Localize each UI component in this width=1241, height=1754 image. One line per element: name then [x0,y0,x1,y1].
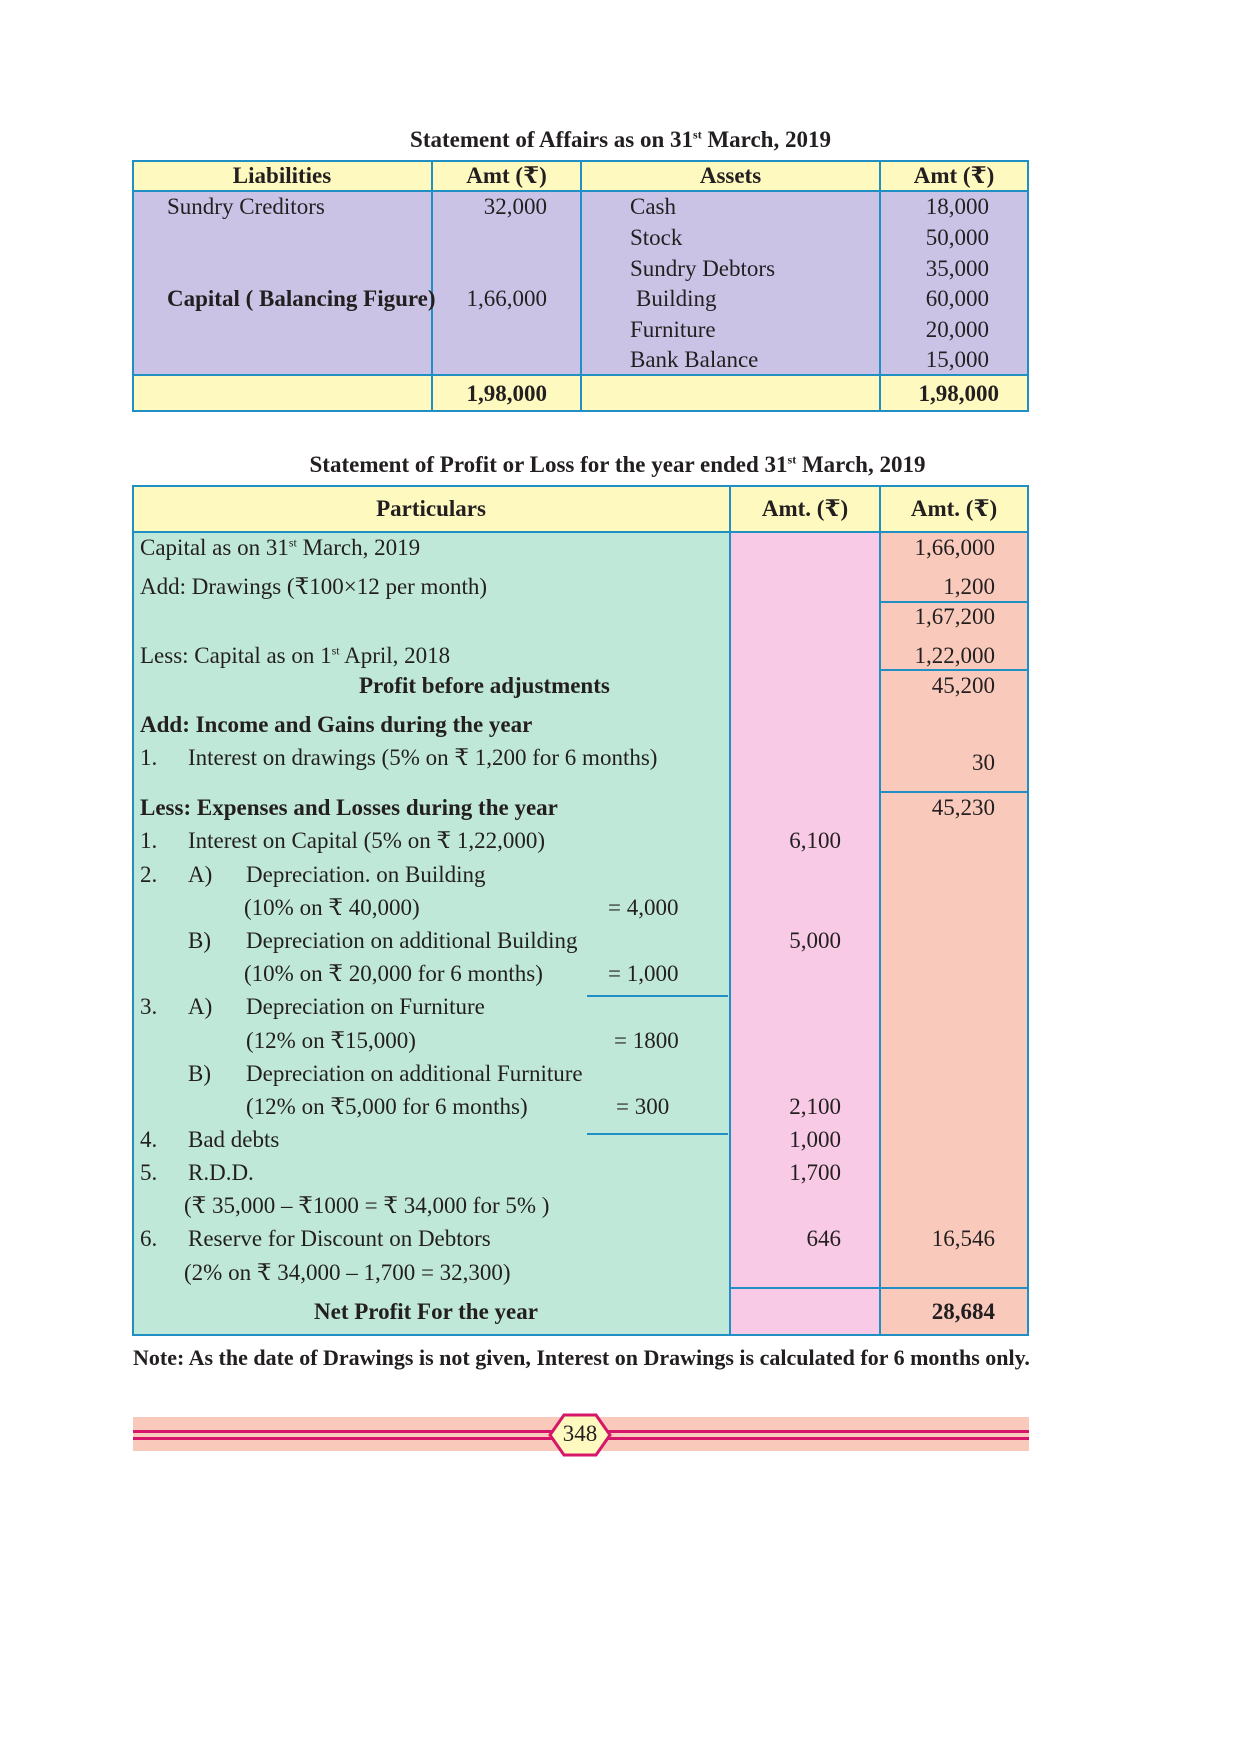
less-capital-label: Less: Capital as on 1st April, 2018 [140,643,451,668]
profit-before-label: Profit before adjustments [359,673,610,698]
header-amt-liabilities: Amt (₹) [466,163,547,188]
dep-building-a-value: = 4,000 [608,895,679,920]
page-number: 348 [562,1421,598,1446]
asset-label: Furniture [630,317,716,342]
dep-building-a-letter: A) [188,862,213,887]
dep-building-a-sub: (10% on ₹ 40,000) [244,895,420,920]
dep-furniture-a-letter: A) [188,994,213,1019]
dep-building-b-label: Depreciation on additional Building [246,928,578,953]
dep-furniture-a-sub: (12% on ₹15,000) [246,1028,416,1053]
add-income-heading: Add: Income and Gains during the year [140,712,533,737]
header-amt2: Amt. (₹) [910,496,998,521]
dep-furniture-amount: 2,100 [789,1094,841,1119]
total-assets: 1,98,000 [918,381,999,406]
rdd-amount: 1,700 [789,1160,841,1185]
dep-furniture-b-value: = 300 [616,1094,670,1119]
interest-capital-amount: 6,100 [789,828,841,853]
interest-capital-label: Interest on Capital (5% on ₹ 1,22,000) [188,828,546,853]
dep-building-b-letter: B) [188,928,211,953]
asset-amount: 15,000 [925,347,989,372]
net-profit-amount: 28,684 [931,1299,995,1324]
asset-amount: 20,000 [925,317,989,342]
liability-label: Capital ( Balancing Figure) [167,286,436,311]
net-profit-label: Net Profit For the year [314,1299,538,1324]
dep-building-b-value: = 1,000 [608,961,679,986]
liability-label: Sundry Creditors [167,194,325,219]
item-number: 4. [140,1127,158,1152]
dep-furniture-b-letter: B) [188,1061,211,1086]
asset-label: Cash [630,194,676,219]
dep-building-b-sub: (10% on ₹ 20,000 for 6 months) [244,961,543,986]
note: Note: As the date of Drawings is not given, Interest on Drawings is calculated for 6 months only. [133,1345,1030,1370]
item-number: 1. [140,828,158,853]
rdisc-sub: (2% on ₹ 34,000 – 1,700 = 32,300) [184,1260,511,1285]
item-number: 6. [140,1226,158,1251]
dep-furniture-a-value: = 1800 [614,1028,679,1053]
rdd-sub: (₹ 35,000 – ₹1000 = ₹ 34,000 for 5% ) [184,1193,550,1218]
asset-label: Sundry Debtors [630,256,776,281]
add-drawings-label: Add: Drawings (₹100×12 per month) [140,574,487,599]
asset-amount: 35,000 [925,256,989,281]
liability-amount: 1,66,000 [466,286,547,311]
header-amt-assets: Amt (₹) [913,163,995,188]
dep-furniture-a-label: Depreciation on Furniture [246,994,485,1019]
item-number: 3. [140,994,158,1019]
capital-closing-amount: 1,66,000 [914,535,995,560]
interest-drawings-label: Interest on drawings (5% on ₹ 1,200 for 6 months) [188,745,658,770]
expenses-total: 16,546 [931,1226,995,1251]
capital-closing-label: Capital as on 31st March, 2019 [140,535,421,560]
asset-label: Bank Balance [630,347,759,372]
header-amt1: Amt. (₹) [761,496,849,521]
pl-title: Statement of Profit or Loss for the year ended 31st March, 2019 [309,452,926,477]
header-assets: Assets [699,163,762,188]
dep-furniture-b-label: Depreciation on additional Furniture [246,1061,583,1086]
affairs-title: Statement of Affairs as on 31st March, 2019 [410,127,831,152]
item-number: 2. [140,862,158,887]
dep-building-a-label: Depreciation. on Building [246,862,486,887]
total-liabilities: 1,98,000 [466,381,547,406]
rdd-label: R.D.D. [188,1160,254,1185]
asset-amount: 50,000 [925,225,989,250]
rdisc-label: Reserve for Discount on Debtors [188,1226,491,1251]
less-capital-amount: 1,22,000 [914,643,995,668]
bad-debts-label: Bad debts [188,1127,280,1152]
asset-amount: 60,000 [925,286,989,311]
item-number: 5. [140,1160,158,1185]
dep-building-amount: 5,000 [789,928,841,953]
less-expenses-heading: Less: Expenses and Losses during the year [140,795,558,820]
profit-before-amount: 45,200 [931,673,995,698]
bad-debts-amount: 1,000 [789,1127,841,1152]
add-drawings-amount: 1,200 [943,574,995,599]
interest-drawings-amount: 30 [972,750,995,775]
header-liabilities: Liabilities [232,163,332,188]
item-number: 1. [140,745,158,770]
liability-amount: 32,000 [483,194,547,219]
header-particulars: Particulars [376,496,486,521]
subtotal-1: 1,67,200 [914,604,995,629]
rdisc-amount: 646 [806,1226,841,1251]
subtotal-2: 45,230 [931,795,995,820]
asset-amount: 18,000 [925,194,989,219]
asset-label: Building [636,286,717,311]
asset-label: Stock [630,225,683,250]
dep-furniture-b-sub: (12% on ₹5,000 for 6 months) [246,1094,528,1119]
